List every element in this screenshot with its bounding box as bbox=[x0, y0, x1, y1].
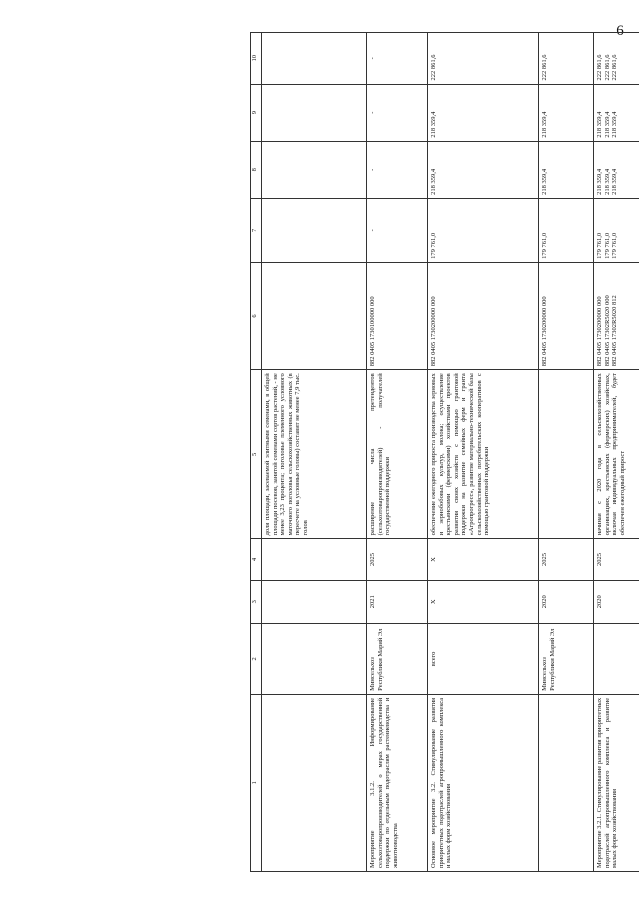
budget-code: 882 0405 1730200000 000 bbox=[428, 262, 539, 369]
table-row bbox=[367, 33, 428, 872]
amount-col10 bbox=[594, 33, 639, 85]
column-header: 9 bbox=[251, 84, 262, 141]
budget-code: 882 0405 1730200000 000 bbox=[539, 262, 594, 369]
amount-col9 bbox=[262, 84, 367, 141]
amount-col7: - bbox=[367, 198, 428, 262]
responsible-executor bbox=[594, 623, 639, 694]
amount-line: 179 761,0 bbox=[603, 232, 611, 259]
budget-code bbox=[594, 262, 639, 369]
amount-col9 bbox=[594, 84, 639, 141]
end-year: 2025 bbox=[539, 539, 594, 580]
budget-code-line: 882 0405 17302R5020 812 bbox=[611, 295, 619, 367]
amount-line: 218 359,4 bbox=[611, 168, 619, 195]
expected-result: доля площади, засеваемой элитными семенами, в общей площади посевов, занятой семенами сортов растений, - не менее 3,23 процента; поголовье племенного условного маточного поголовья сельскохозяйственных животных (в пересчете на условные головы) составит не менее 7,9 тыс. голов bbox=[262, 370, 367, 539]
amount-col10: 222 861,6 bbox=[539, 33, 594, 85]
budget-code: 882 0405 1730100000 000 bbox=[367, 262, 428, 369]
amount-col10 bbox=[262, 33, 367, 85]
amount-col7: 179 761,0 bbox=[428, 198, 539, 262]
amount-line: 218 359,4 bbox=[603, 111, 611, 138]
amount-col7: 179 761,0 bbox=[539, 198, 594, 262]
column-header: 5 bbox=[251, 370, 262, 539]
amount-col9: 218 359,4 bbox=[428, 84, 539, 141]
budget-code-line: 882 0405 1730200000 000 bbox=[596, 296, 603, 367]
measure-name bbox=[262, 694, 367, 871]
table-row bbox=[539, 33, 594, 872]
end-year: 2025 bbox=[594, 539, 639, 580]
column-number-row bbox=[251, 33, 262, 872]
column-header: 2 bbox=[251, 623, 262, 694]
amount-line: 222 861,6 bbox=[611, 54, 619, 81]
column-header: 7 bbox=[251, 198, 262, 262]
amount-line: 218 359,4 bbox=[596, 111, 603, 138]
amount-line: 222 861,6 bbox=[603, 54, 611, 81]
responsible-executor: Минсельхоз Республики Марий Эл bbox=[367, 623, 428, 694]
budget-code bbox=[262, 262, 367, 369]
column-header: 4 bbox=[251, 539, 262, 580]
responsible-executor bbox=[262, 623, 367, 694]
responsible-executor: Минсельхоз Республики Марий Эл bbox=[539, 623, 594, 694]
amount-col8 bbox=[262, 141, 367, 198]
column-header: 1 bbox=[251, 694, 262, 871]
amount-col7 bbox=[262, 198, 367, 262]
amount-col8: - bbox=[367, 141, 428, 198]
measure-name: Основное мероприятие 3.2. Стимулирование развития приоритетных подотраслей агропромышленного комплекса и малых форм хозяйствования bbox=[428, 694, 539, 871]
table-row bbox=[262, 33, 367, 872]
amount-line: 218 359,4 bbox=[603, 168, 611, 195]
amount-col10: 222 861,6 bbox=[428, 33, 539, 85]
measure-name: Мероприятие 3.1.2. Информирование сельхозтоваропроизводителей о мерах государственной поддержки по отдельным подотраслям растениеводства и животноводства bbox=[367, 694, 428, 871]
amount-col9: 218 359,4 bbox=[539, 84, 594, 141]
expected-result bbox=[539, 370, 594, 539]
end-year: Х bbox=[428, 539, 539, 580]
table-row bbox=[428, 33, 539, 872]
measure-name bbox=[539, 694, 594, 871]
end-year: 2025 bbox=[367, 539, 428, 580]
amount-col8: 218 359,4 bbox=[539, 141, 594, 198]
start-year: Х bbox=[428, 580, 539, 623]
amount-col9: - bbox=[367, 84, 428, 141]
program-measures-table bbox=[250, 32, 639, 872]
budget-code-line: 882 0405 17302R5020 000 bbox=[603, 295, 611, 367]
expected-result: расширение числа претендентов (сельхозтоваропроизводителей) - получателей государственной поддержки bbox=[367, 370, 428, 539]
amount-col7 bbox=[594, 198, 639, 262]
rotated-table-sheet bbox=[0, 32, 639, 872]
expected-result: начиная с 2020 года в сельскохозяйственных организациях, крестьянских (фермерских) хозяйствах, включая индивидуальных предпринимателей, будет обеспечен ежегодный прирост bbox=[594, 370, 639, 539]
amount-line: 179 761,0 bbox=[611, 232, 619, 259]
amount-col8 bbox=[594, 141, 639, 198]
measure-name: Мероприятие 3.2.1. Стимулирование развития приоритетных подотраслей агропромышленного комплекса и развитие малых форм хозяйствования bbox=[594, 694, 639, 871]
amount-line: 222 861,6 bbox=[596, 54, 603, 81]
expected-result: обеспечение ежегодного прироста производства зерновых и зернобобовых культур, молока; осуществление крестьянскими (фермерскими) хозяйствами проектов развития своих хозяйств с помощью грантовой поддержки на развитие семейных ферм и гранта «Агропрогресс», развитие материально-технической базы сельскохозяйственных потребительских кооперативов с помощью грантовой поддержки bbox=[428, 370, 539, 539]
amount-line: 218 359,4 bbox=[611, 111, 619, 138]
page-number: 6 bbox=[616, 23, 624, 39]
column-header: 3 bbox=[251, 580, 262, 623]
column-header: 6 bbox=[251, 262, 262, 369]
start-year: 2020 bbox=[594, 580, 639, 623]
column-header: 10 bbox=[251, 33, 262, 85]
table-row bbox=[594, 33, 639, 872]
start-year bbox=[262, 580, 367, 623]
column-header: 8 bbox=[251, 141, 262, 198]
start-year: 2021 bbox=[367, 580, 428, 623]
amount-line: 218 359,4 bbox=[596, 168, 603, 195]
end-year bbox=[262, 539, 367, 580]
amount-line: 179 761,0 bbox=[596, 232, 603, 259]
start-year: 2020 bbox=[539, 580, 594, 623]
amount-col8: 218 359,4 bbox=[428, 141, 539, 198]
responsible-executor: всего bbox=[428, 623, 539, 694]
amount-col10: - bbox=[367, 33, 428, 85]
